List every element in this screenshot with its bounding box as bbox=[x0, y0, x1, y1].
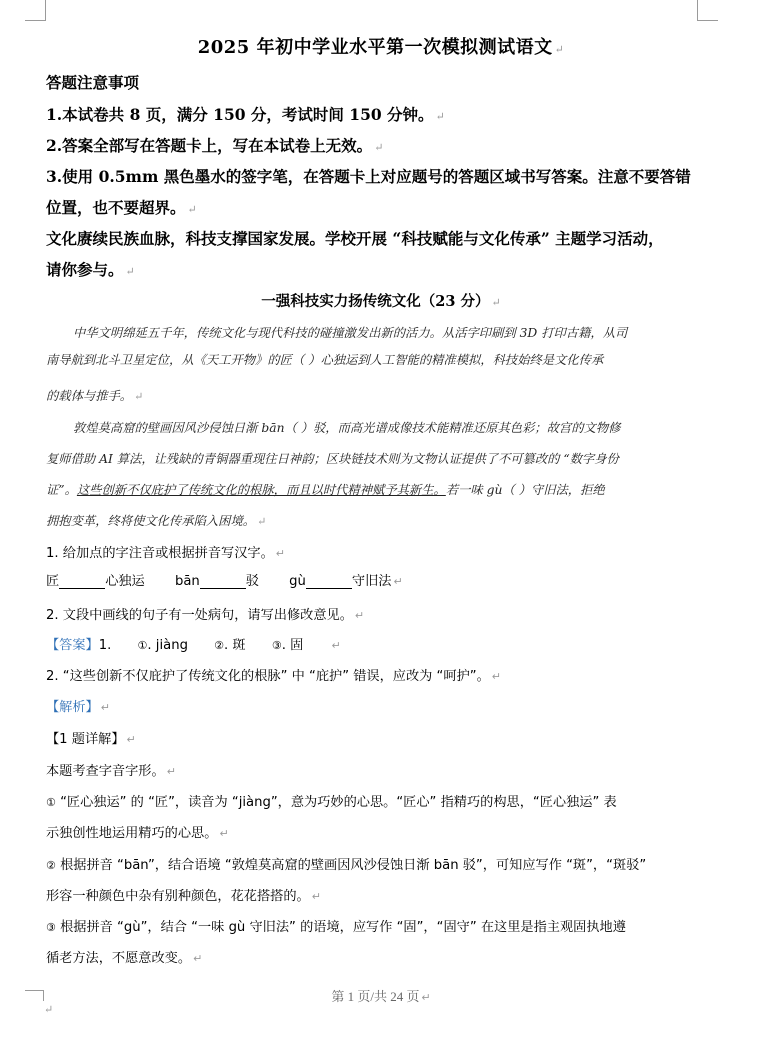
passage-p1-line-3: 的载体与推手。 ↵ bbox=[46, 389, 144, 403]
detail-item-2-line-1: ② 根据拼音 “bān”，结合语境 “敦煌莫高窟的壁画因风沙侵蚀日渐 bān 驳”，可知应写作 “斑”，“斑驳” bbox=[46, 858, 647, 873]
passage-p1-line-1: 中华文明绵延五千年，传统文化与现代科技的碰撞激发出新的活力。从活字印刷到 3D 打印古籍，从司 bbox=[73, 326, 628, 340]
detail-label: 【1 题详解】 ↵ bbox=[46, 732, 136, 747]
note-line-1: 1.本试卷共 8 页，满分 150 分，考试时间 150 分钟。 ↵ bbox=[46, 105, 445, 124]
page-footer: 第 1 页/共 24 页 ↵ bbox=[331, 989, 431, 1004]
notes-heading: 答题注意事项 bbox=[46, 73, 140, 92]
page-title: 2025 年初中学业水平第一次模拟测试语文 ↵ bbox=[197, 37, 565, 58]
crop-mark-top-right bbox=[697, 0, 718, 21]
end-paragraph-mark: ↵ bbox=[44, 1003, 54, 1016]
passage-p2-line-4: 拥抱变革，终将使文化传承陷入困境。 ↵ bbox=[46, 514, 267, 528]
blank-1 bbox=[59, 574, 105, 589]
intro-line-2: 请你参与。 ↵ bbox=[46, 260, 135, 279]
detail-item-3-line-1: ③ 根据拼音 “gù”，结合 “一味 gù 守旧法” 的语境，应写作 “固”，“固守” 在这里是指主观固执地遵 bbox=[46, 920, 626, 935]
paragraph-mark: ↵ bbox=[554, 43, 565, 56]
answer-line-2: 2. “这些创新不仅庇护了传统文化的根脉” 中 “庇护” 错误，应改为 “呵护”。 ↵ bbox=[46, 669, 502, 684]
underlined-sentence: 这些创新不仅庇护了传统文化的根脉，而且以时代精神赋予其新生。 bbox=[76, 483, 446, 497]
detail-item-1-line-1: ① “匠心独运” 的 “匠”，读音为 “jiàng”，意为巧妙的心思。“匠心” 指精巧的构思，“匠心独运” 表 bbox=[46, 795, 617, 810]
note-line-3: 3.使用 0.5mm 黑色墨水的签字笔，在答题卡上对应题号的答题区域书写答案。注意不要答错 bbox=[46, 167, 691, 186]
intro-line-1: 文化赓续民族血脉，科技支撑国家发展。学校开展 “科技赋能与文化传承” 主题学习活动， bbox=[46, 229, 664, 248]
answer-label: 【答案】 bbox=[46, 638, 99, 653]
passage-p1-line-2: 南导航到北斗卫星定位，从《天工开物》的匠（ ）心独运到人工智能的精准模拟，科技始终是文化传承 bbox=[46, 353, 604, 367]
detail-item-1-line-2: 示独创性地运用精巧的心思。 ↵ bbox=[46, 826, 229, 841]
question-1-blanks: 匠 心独运 bān 驳 gù 守旧法 ↵ bbox=[46, 574, 403, 589]
passage-p2-line-1: 敦煌莫高窟的壁画因风沙侵蚀日渐 bān（ ）驳，而高光谱成像技术能精准还原其色彩；故宫的文物修 bbox=[73, 421, 621, 435]
question-1: 1. 给加点的字注音或根据拼音写汉字。 ↵ bbox=[46, 546, 285, 561]
passage-p2-line-2: 复师借助 AI 算法，让残缺的青铜器重现往日神韵；区块链技术则为文物认证提供了不可篡改的 “数字身份 bbox=[46, 452, 619, 466]
detail-item-2-line-2: 形容一种颜色中杂有别种颜色，花花搭搭的。 ↵ bbox=[46, 889, 321, 904]
note-line-2: 2.答案全部写在答题卡上，写在本试卷上无效。 ↵ bbox=[46, 136, 384, 155]
section-title: 一强科技实力扬传统文化（23 分） ↵ bbox=[261, 293, 501, 310]
blank-2 bbox=[200, 574, 246, 589]
detail-intro: 本题考查字音字形。 ↵ bbox=[46, 764, 176, 779]
passage-p2-line-3: 证”。这些创新不仅庇护了传统文化的根脉，而且以时代精神赋予其新生。若一味 gù（ ）守旧法，拒绝 bbox=[46, 483, 605, 497]
detail-item-3-line-2: 循老方法，不愿意改变。 ↵ bbox=[46, 951, 203, 966]
analysis-label: 【解析】 ↵ bbox=[46, 700, 110, 715]
answer-line-1: 【答案】1. ①. jiàng ②. 斑 ③. 固 ↵ bbox=[46, 638, 341, 653]
crop-mark-top-left bbox=[25, 0, 46, 21]
note-line-4: 位置，也不要超界。 ↵ bbox=[46, 198, 197, 217]
blank-3 bbox=[306, 574, 352, 589]
question-2: 2. 文段中画线的句子有一处病句，请写出修改意见。 ↵ bbox=[46, 608, 365, 623]
